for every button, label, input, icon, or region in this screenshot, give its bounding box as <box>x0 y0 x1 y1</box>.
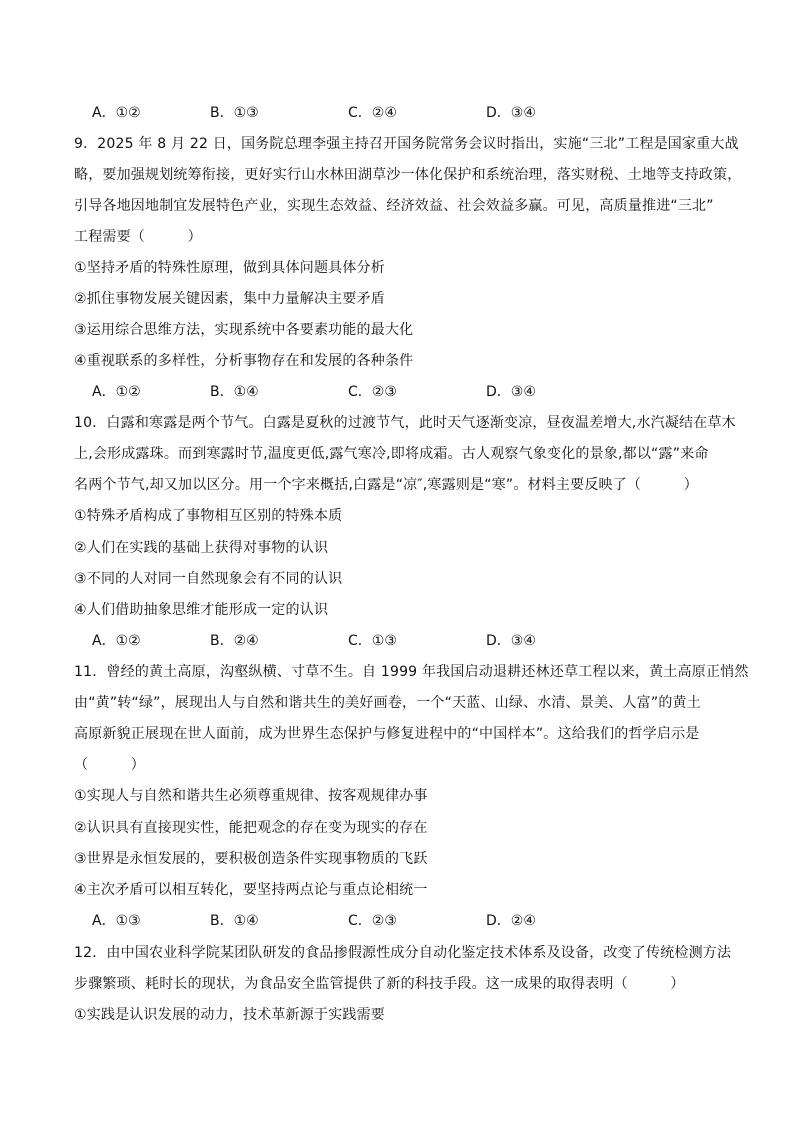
q9-stem-line: 引导各地因地制宜发展特色产业，实现生态效益、经济效益、社会效益多赢。可见，高质量推进“三北” <box>74 198 714 214</box>
q10-statement: ④人们借助抽象思维才能形成一定的认识 <box>74 602 329 618</box>
q11-option-d: D．②④ <box>486 913 536 929</box>
q10-option-c: C．①③ <box>348 633 397 649</box>
q9-statement: ②抓住事物发展关键因素，集中力量解决主要矛盾 <box>74 291 385 307</box>
q10-option-a: A．①② <box>92 633 141 649</box>
q9-statement: ④重视联系的多样性，分析事物存在和发展的各种条件 <box>74 353 414 369</box>
q8-option-d: D．③④ <box>486 105 536 121</box>
q10-option-d: D．③④ <box>486 633 536 649</box>
q9-stem-line: 工程需要（ ） <box>74 229 202 245</box>
q12-stem-line: 12．由中国农业科学院某团队研发的食品掺假源性成分自动化鉴定技术体系及设备，改变了传统检测方法 <box>74 945 732 961</box>
q11-statement: ②认识具有直接现实性，能把观念的存在变为现实的存在 <box>74 820 428 836</box>
q11-option-c: C．②③ <box>348 913 397 929</box>
q8-option-b: B．①③ <box>210 105 259 121</box>
q11-stem-line: 11．曾经的黄土高原，沟壑纵横、寸草不生。自 1999 年我国启动退耕还林还草工程以来，黄土高原正悄然 <box>74 664 749 680</box>
q8-option-c: C．②④ <box>348 105 397 121</box>
q8-options <box>92 103 652 123</box>
q8-option-a: A．①② <box>92 105 141 121</box>
q10-statement: ①特殊矛盾构成了事物相互区别的特殊本质 <box>74 508 343 524</box>
q11-stem-line: 高原新貌正展现在世人面前，成为世界生态保护与修复进程中的“中国样本”。这给我们的哲学启示是 <box>74 726 700 742</box>
q12-stem-line: 步骤繁琐、耗时长的现状，为食品安全监管提供了新的科技手段。这一成果的取得表明（ ） <box>74 976 685 992</box>
q9-option-d: D．③④ <box>486 384 536 400</box>
q11-option-b: B．①④ <box>210 913 259 929</box>
q11-stem-line: （ ） <box>74 757 145 773</box>
q12-statement: ①实践是认识发展的动力，技术革新源于实践需要 <box>74 1007 385 1023</box>
q9-option-a: A．①② <box>92 384 141 400</box>
q10-statement: ③不同的人对同一自然现象会有不同的认识 <box>74 571 343 587</box>
q11-statement: ④主次矛盾可以相互转化，要坚持两点论与重点论相统一 <box>74 882 428 898</box>
q9-statement: ①坚持矛盾的特殊性原理，做到具体问题具体分析 <box>74 260 385 276</box>
q10-stem-line: 上,会形成露珠。而到寒露时节,温度更低,露气寒冷,即将成霜。古人观察气象变化的景象,都以“露”来命 <box>74 446 709 462</box>
q9-options <box>92 382 652 402</box>
q10-stem-line: 10．白露和寒露是两个节气。白露是夏秋的过渡节气，此时天气逐渐变凉，昼夜温差增大,水汽凝结在草木 <box>74 415 736 431</box>
q9-option-b: B．①④ <box>210 384 259 400</box>
q9-stem-line: 略，要加强规划统筹衔接，更好实行山水林田湖草沙一体化保护和系统治理，落实财税、土地等支持政策， <box>74 167 742 183</box>
q10-option-b: B．②④ <box>210 633 259 649</box>
q11-options <box>92 911 652 931</box>
q10-options <box>92 631 652 651</box>
q10-statement: ②人们在实践的基础上获得对事物的认识 <box>74 540 329 556</box>
q9-statement: ③运用综合思维方法，实现系统中各要素功能的最大化 <box>74 322 414 338</box>
q11-stem-line: 由“黄”转“绿”，展现出人与自然和谐共生的美好画卷，一个“天蓝、山绿、水清、景美、人富”的黄土 <box>74 695 701 711</box>
q10-stem-line: 名两个节气,却又加以区分。用一个字来概括,白露是“凉″,寒露则是“寒”。材料主要反映了（ ） <box>74 477 698 493</box>
q11-option-a: A．①③ <box>92 913 141 929</box>
q9-option-c: C．②③ <box>348 384 397 400</box>
q11-statement: ①实现人与自然和谐共生必须尊重规律、按客观规律办事 <box>74 788 428 804</box>
q9-stem-line: 9．2025 年 8 月 22 日，国务院总理李强主持召开国务院常务会议时指出，实施“三北”工程是国家重大战 <box>74 136 739 152</box>
q11-statement: ③世界是永恒发展的，要积极创造条件实现事物质的飞跃 <box>74 851 428 867</box>
